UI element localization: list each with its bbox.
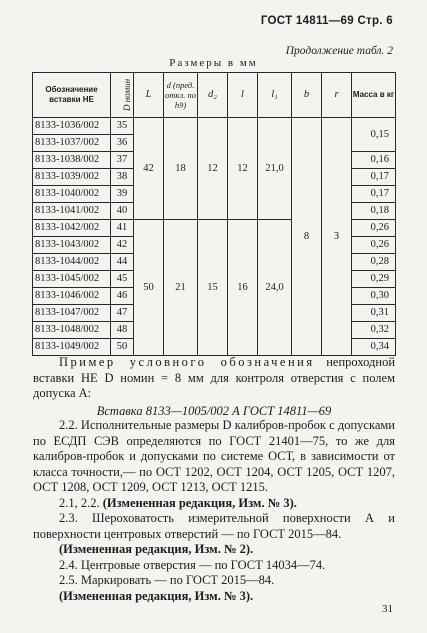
cell-mass: 0,31 (352, 305, 396, 322)
body-text (33, 418, 395, 604)
cell-designation: 8133-1044/002 (33, 254, 111, 271)
cell-mass: 0,28 (352, 254, 396, 271)
cell-designation: 8133-1047/002 (33, 305, 111, 322)
cell-l1-group2: 24,0 (258, 220, 292, 356)
cell-mass: 0,15 (352, 118, 396, 152)
cell-designation: 8133-1046/002 (33, 288, 111, 305)
cell-d-nom: 48 (111, 322, 134, 339)
paragraph-2-3: 2.3. Шероховатость измерительной поверхности А и поверхности центровых отверстий — по ГОСТ 2015—84. (33, 511, 395, 541)
cell-d2-group1: 12 (198, 118, 228, 220)
cell-d-nom: 40 (111, 203, 134, 220)
cell-designation: 8133-1038/002 (33, 152, 111, 169)
header-d-nom (111, 73, 134, 118)
cell-designation: 8133-1043/002 (33, 237, 111, 254)
cell-r: 3 (322, 118, 352, 356)
cell-d-group1: 18 (164, 118, 198, 220)
header-d2: d₂ (198, 73, 228, 118)
cell-mass: 0,32 (352, 322, 396, 339)
cell-mass: 0,29 (352, 271, 396, 288)
cell-designation: 8133-1049/002 (33, 339, 111, 356)
table-row (33, 118, 396, 135)
paragraph-2-5: 2.5. Маркировать — по ГОСТ 2015—84. (59, 573, 275, 587)
revision-note-3a: (Измененная редакция, Изм. № 3). (102, 495, 297, 510)
revision-note-3b: (Измененная редакция, Изм. № 3). (59, 588, 254, 603)
cell-designation: 8133-1039/002 (33, 169, 111, 186)
cell-designation: 8133-1045/002 (33, 271, 111, 288)
example-block (33, 355, 395, 419)
header-l: l (228, 73, 258, 118)
table-header-row (33, 73, 396, 118)
header-L: L (134, 73, 164, 118)
cell-d-nom: 39 (111, 186, 134, 203)
header-r: r (322, 73, 352, 118)
cell-designation: 8133-1036/002 (33, 118, 111, 135)
header-mass: Масса в кг (352, 73, 396, 118)
cell-mass: 0,16 (352, 152, 396, 169)
cell-d-nom: 47 (111, 305, 134, 322)
paragraph-2-4: 2.4. Центровые отверстия — по ГОСТ 14034—74. (59, 557, 326, 572)
example-designation: Вставка 8133—1005/002 А ГОСТ 14811—69 (96, 403, 332, 418)
dimensions-table (32, 72, 396, 356)
cell-l-group1: 12 (228, 118, 258, 220)
cell-d-nom: 42 (111, 237, 134, 254)
cell-l1-group1: 21,0 (258, 118, 292, 220)
cell-designation: 8133-1040/002 (33, 186, 111, 203)
cell-d-nom: 37 (111, 152, 134, 169)
cell-mass: 0,26 (352, 237, 396, 254)
example-paragraph (33, 355, 395, 402)
cell-d2-group2: 15 (198, 220, 228, 356)
revision-note-2: (Измененная редакция, Изм. № 2). (59, 542, 254, 556)
header-designation: Обозначение вставки НЕ (33, 73, 111, 118)
header-l1: l₁ (258, 73, 292, 118)
cell-d-nom: 46 (111, 288, 134, 305)
paragraph-2-1-2-2-note (33, 496, 395, 512)
example-text: непроходной вставки НЕ D номин = 8 мм для контроля отверстия с полем допуска A: (33, 355, 396, 400)
cell-mass: 0,17 (352, 186, 396, 203)
cell-d-nom: 41 (111, 220, 134, 237)
cell-b: 8 (292, 118, 322, 356)
cell-L-group1: 42 (134, 118, 164, 220)
cell-designation: 8133-1048/002 (33, 322, 111, 339)
page-number: 31 (382, 603, 393, 615)
cell-mass: 0,18 (352, 203, 396, 220)
header-b: b (292, 73, 322, 118)
page-header: ГОСТ 14811—69 Стр. 6 (260, 15, 393, 27)
cell-L-group2: 50 (134, 220, 164, 356)
cell-l-group2: 16 (228, 220, 258, 356)
paragraph-2-2: 2.2. Исполнительные размеры D калибров-пробок с допусками по ЕСДП СЭВ определяются по ГОСТ 21401—75, то же для калибров-пробок и допусками по системе ОСТ, в зависимости от класса точности,— по ОСТ 1202, ОСТ 1204, ОСТ 1205, ОСТ 1207, ОСТ 1208, ОСТ 1209, ОСТ 1213, ОСТ 1215. (33, 418, 395, 494)
cell-mass: 0,26 (352, 220, 396, 237)
cell-designation: 8133-1041/002 (33, 203, 111, 220)
header-d: d (пред. откл. по h9) (164, 73, 198, 118)
table-continuation-label: Продолжение табл. 2 (285, 45, 393, 57)
cell-d-nom: 38 (111, 169, 134, 186)
cell-d-nom: 35 (111, 118, 134, 135)
cell-d-nom: 44 (111, 254, 134, 271)
units-caption: Размеры в мм (169, 57, 258, 69)
cell-d-nom: 36 (111, 135, 134, 152)
cell-mass: 0,34 (352, 339, 396, 356)
example-heading: Пример условного обозначения (59, 355, 315, 369)
cell-designation: 8133-1037/002 (33, 135, 111, 152)
cell-d-nom: 50 (111, 339, 134, 356)
cell-mass: 0,17 (352, 169, 396, 186)
header-d-nom-label: D номин (122, 78, 133, 112)
cell-designation: 8133-1042/002 (33, 220, 111, 237)
cell-d-nom: 45 (111, 271, 134, 288)
cell-d-group2: 21 (164, 220, 198, 356)
paragraph-2-1-2-2-number: 2.1, 2.2. (59, 495, 100, 510)
cell-mass: 0,30 (352, 288, 396, 305)
